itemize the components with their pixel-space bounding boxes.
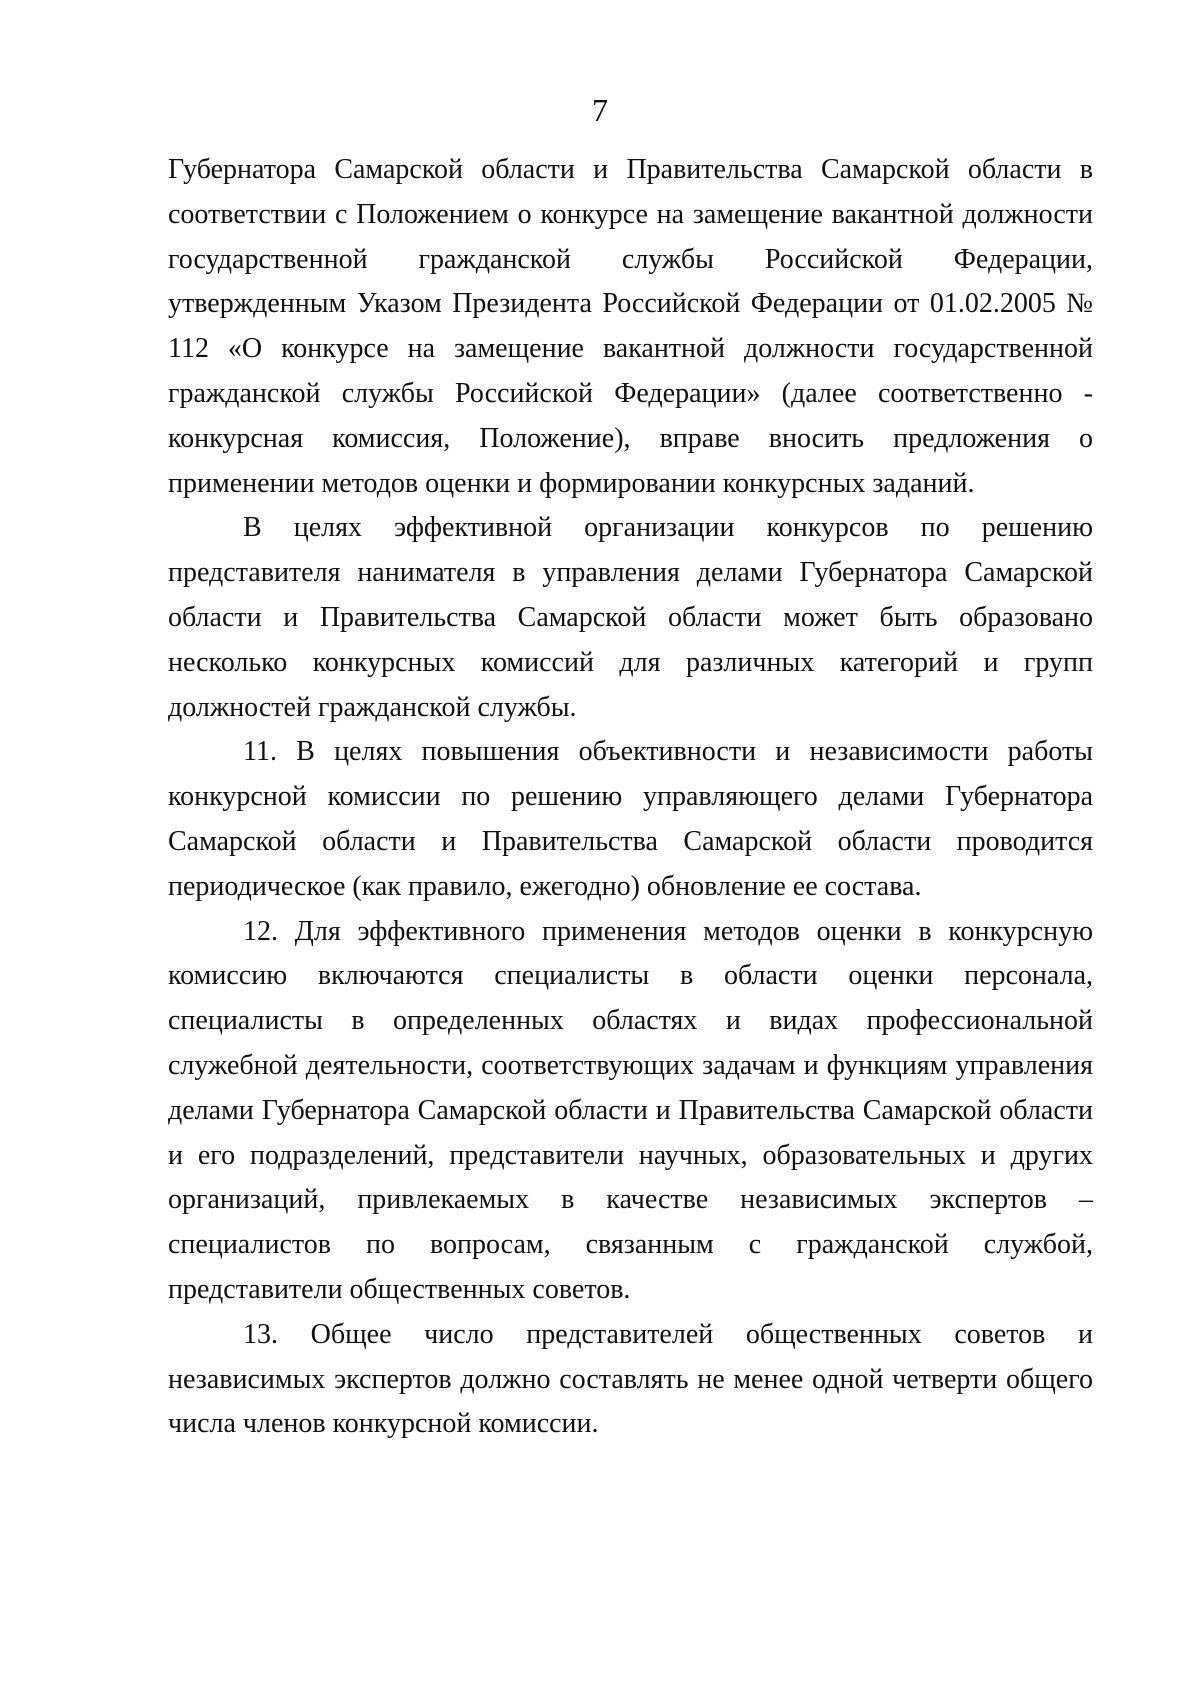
paragraph-continuation: Губернатора Самарской области и Правительства Самарской области в соответствии с Положением о конкурсе на замещение вакантной должности государственной гражданской службы Российской Федерации, утвержденным Указом Президента Российской Федерации от 01.02.2005 № 112 «О конкурсе на замещение вакантной должности государственной гражданской службы Российской Федерации» (далее соответственно - конкурсная комиссия, Положение), вправе вносить предложения о применении методов оценки и формировании конкурсных заданий. <box>168 154 1093 499</box>
paragraph-11: 11. В целях повышения объективности и независимости работы конкурсной комиссии по решению управляющего делами Губернатора Самарской области и Правительства Самарской области проводится периодическое (как правило, ежегодно) обновление ее состава. <box>168 736 1093 902</box>
document-body <box>168 148 1093 1447</box>
paragraph-competition-commissions: В целях эффективной организации конкурсов по решению представителя нанимателя в управления делами Губернатора Самарской области и Правительства Самарской области может быть образовано несколько конкурсных комиссий для различных категорий и групп должностей гражданской службы. <box>168 512 1093 723</box>
page-number: 7 <box>592 92 608 128</box>
paragraph-12: 12. Для эффективного применения методов оценки в конкурсную комиссию включаются специалисты в области оценки персонала, специалисты в определенных областях и видах профессиональной служебной деятельности, соответствующих задачам и функциям управления делами Губернатора Самарской области и Правительства Самарской области и его подразделений, представители научных, образовательных и других организаций, привлекаемых в качестве независимых экспертов – специалистов по вопросам, связанным с гражданской службой, представители общественных советов. <box>168 915 1093 1305</box>
paragraph-13: 13. Общее число представителей общественных советов и независимых экспертов должно составлять не менее одной четверти общего числа членов конкурсной комиссии. <box>168 1318 1093 1440</box>
